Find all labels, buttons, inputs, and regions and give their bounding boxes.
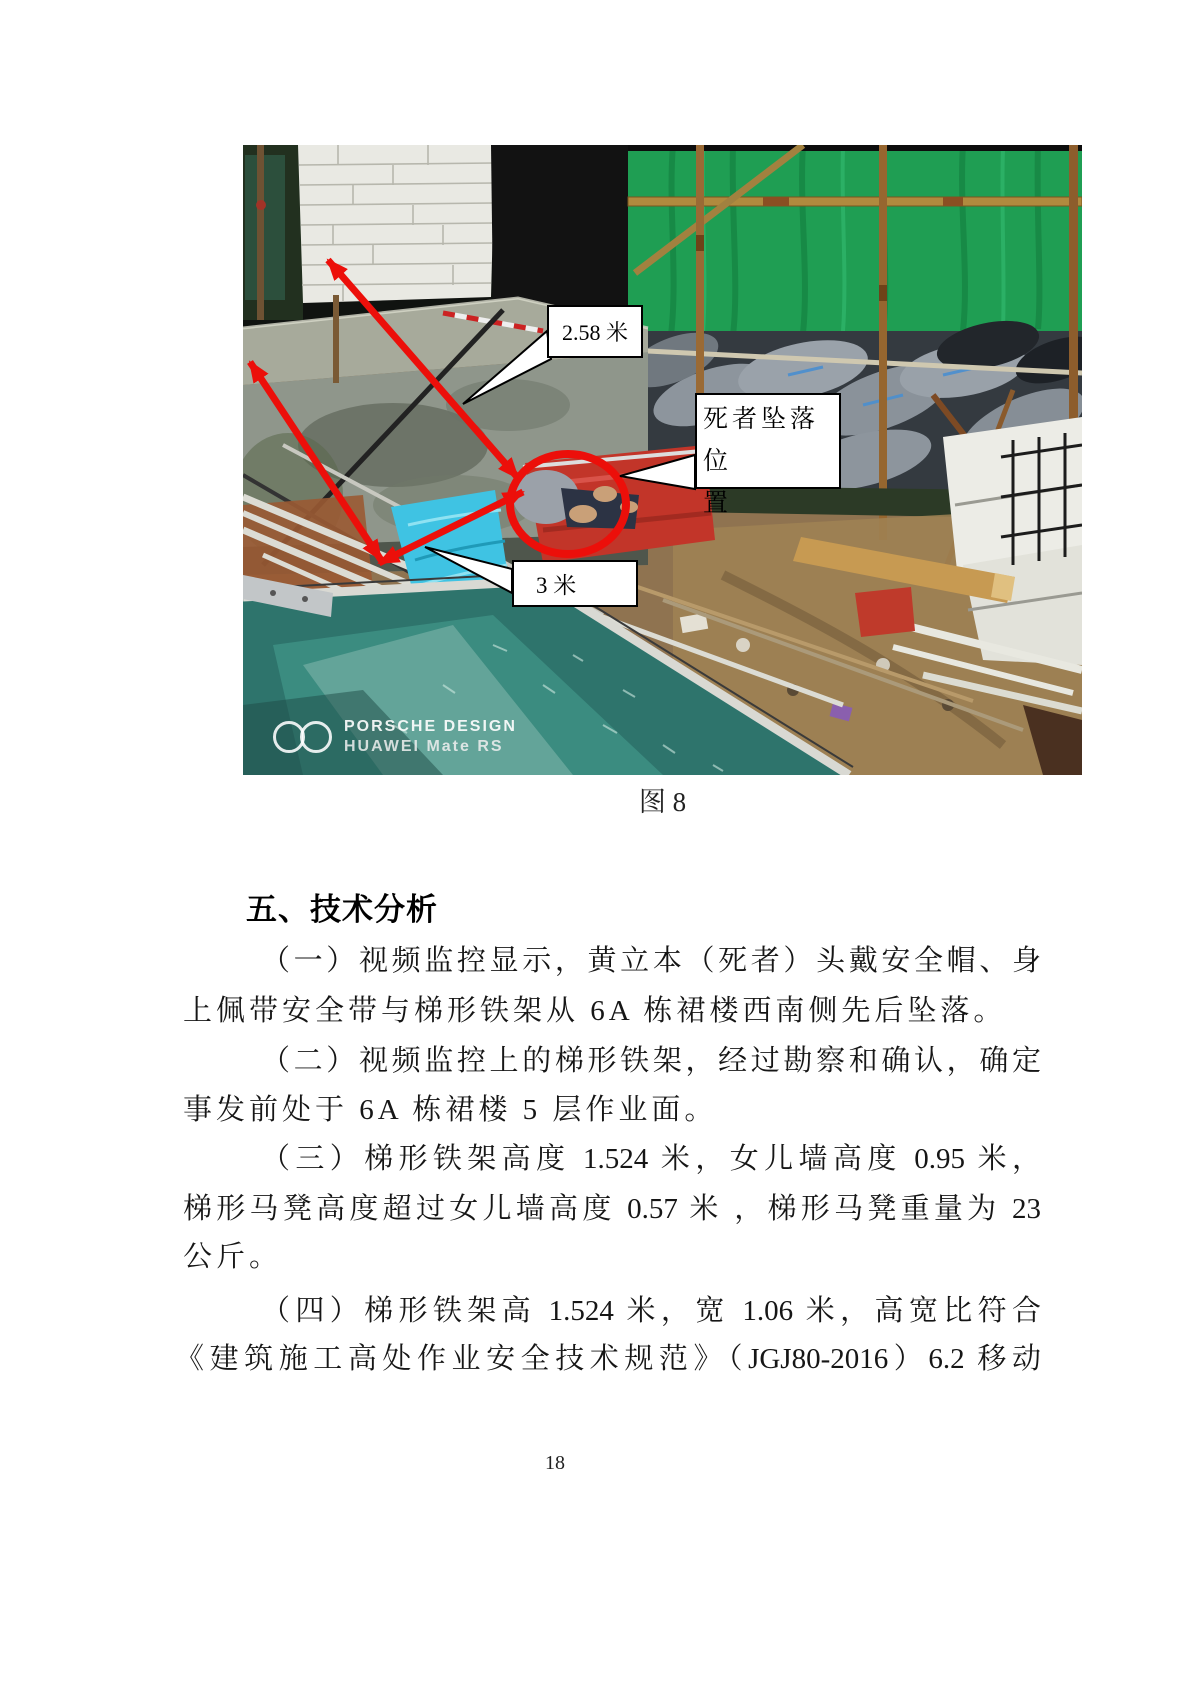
- watermark-device: HUAWEI Mate RS: [344, 738, 504, 755]
- page-number: 18: [545, 1452, 565, 1474]
- body-line-5: （三）梯形铁架高度 1.524 米，女儿墙高度 0.95 米，: [261, 1143, 1041, 1175]
- body-line-1: （一）视频监控显示，黄立本（死者）头戴安全帽、身: [261, 945, 1041, 977]
- section-heading: 五、技术分析: [246, 892, 438, 927]
- distance-label-2-58m: [547, 305, 643, 358]
- body-line-7: 公斤。: [183, 1241, 283, 1273]
- body-line-6: 梯形马凳高度超过女儿墙高度 0.57 米 ，梯形马凳重量为 23: [183, 1193, 1041, 1225]
- brick-wall: [298, 145, 495, 303]
- fall-position-label-line1: 死者坠落位: [703, 406, 820, 475]
- watermark-brand: PORSCHE DESIGN: [344, 718, 517, 735]
- distance-label-3m-text: 3 米: [536, 573, 577, 598]
- accident-scene-graphic: [243, 145, 1082, 775]
- body-line-3: （二）视频监控上的梯形铁架，经过勘察和确认，确定: [261, 1045, 1041, 1077]
- left-doorway: [243, 145, 303, 320]
- red-plastic-debris: [855, 587, 915, 637]
- accident-scene-photo: [243, 145, 1082, 775]
- body-line-8: （四）梯形铁架高 1.524 米，宽 1.06 米，高宽比符合: [261, 1295, 1041, 1327]
- body-line-2: 上佩带安全带与梯形铁架从 6A 栋裙楼西南侧先后坠落。: [183, 995, 1007, 1027]
- body-line-4: 事发前处于 6A 栋裙楼 5 层作业面。: [183, 1094, 718, 1126]
- fall-position-label-line2: 置: [703, 490, 733, 517]
- double-circle-logo-icon: [273, 721, 332, 753]
- fall-position-label: [695, 393, 841, 517]
- body-line-9: 《建筑施工高处作业安全技术规范》（JGJ80-2016）6.2 移动: [175, 1343, 1041, 1375]
- distance-label-2-58m-text: 2.58 米: [561, 320, 628, 345]
- watermark-text: [344, 717, 517, 757]
- camera-watermark: [273, 717, 517, 757]
- distance-label-3m: [512, 560, 638, 607]
- figure-caption: 图 8: [638, 787, 687, 817]
